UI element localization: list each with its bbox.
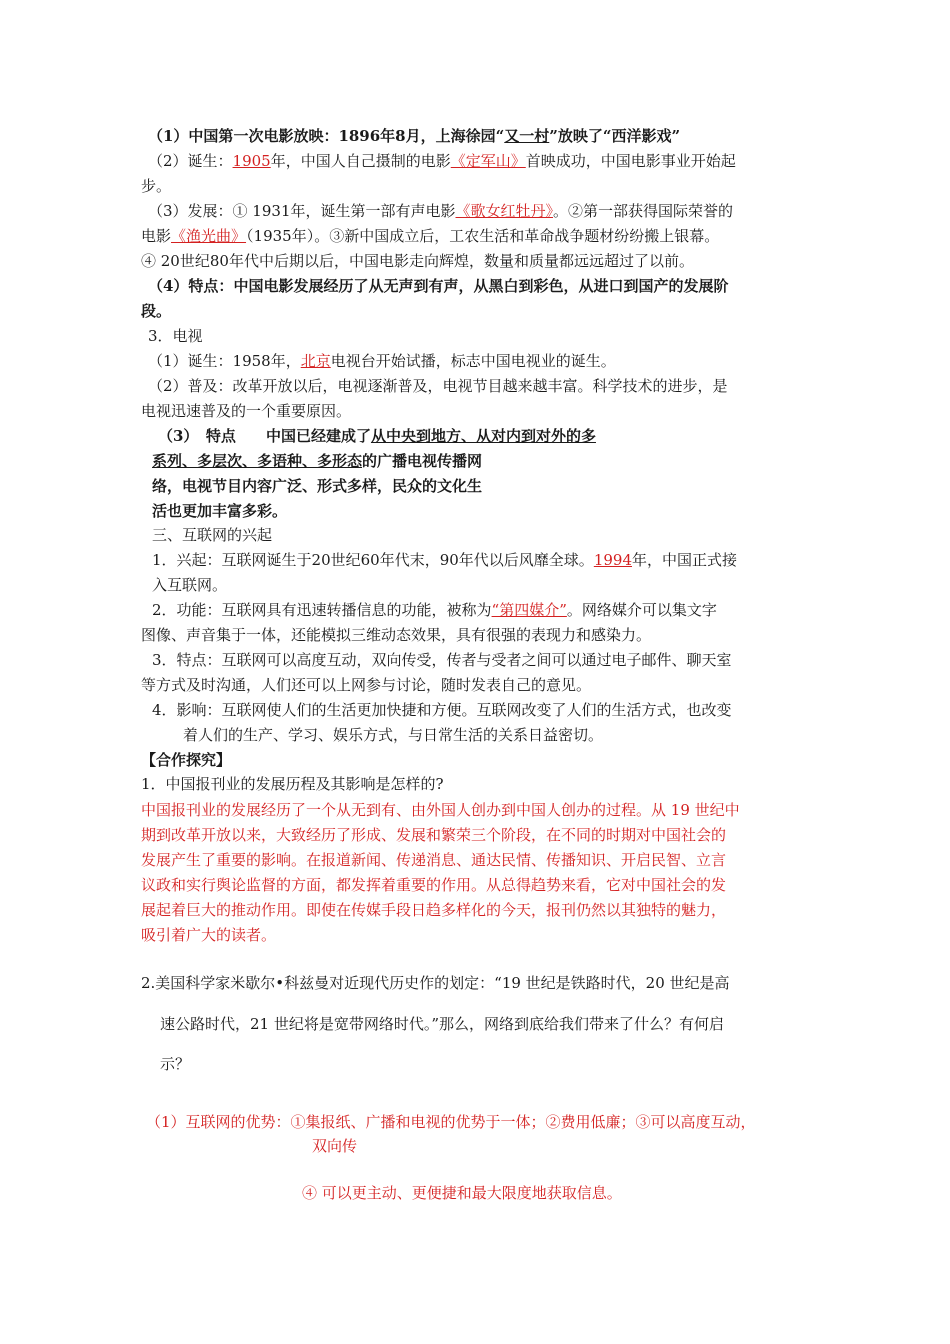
film-dingjunshan: 《定军山》 [450,152,526,170]
place-youyicun: 又一村 [504,127,550,145]
film-development-cont: 电影《渔光曲》（1935年）。③新中国成立后，工农生活和革命战争题材纷纷搬上银幕。 [141,227,720,245]
answer-1-line: 期到改革开放以来，大致经历了形成、发展和繁荣三个阶段，在不同的时期对中国社会的 [141,826,727,844]
question-2-line: 示？ [160,1055,191,1073]
internet-heading: 三、互联网的兴起 [152,526,273,544]
answer-1-line: 中国报刊业的发展经历了一个从无到有、由外国人创办到中国人创办的过程。从 19 世纪中 [141,801,740,819]
tv-birth: （1）诞生：1958年，北京电视台开始试播，标志中国电视业的诞生。 [148,352,616,370]
year-1905: 1905 [232,152,271,170]
year-1994: 1994 [593,551,632,569]
question-2-line: 速公路时代，21 世纪将是宽带网络时代。”那么，网络到底给我们带来了什么？有何启 [160,1015,725,1033]
film-feature-2-cont: 步。 [141,177,172,195]
tv-popularization-cont: 电视迅速普及的一个重要原因。 [141,402,352,420]
film-characteristics: （4）特点：中国电影发展经历了从无声到有声，从黑白到彩色，从进口到国产的发展阶 [148,277,729,295]
answer-1-line: 议政和实行舆论监督的方面，都发挥着重要的作用。从总得趋势来看，它对中国社会的发 [141,876,727,894]
film-yuguangqu: 《渔光曲》 [171,227,247,245]
question-2-line: 2.美国科学家米歇尔•科兹曼对近现代历史作的划定：“19 世纪是铁路时代，20 世纪是高 [141,974,730,992]
film-feature-2: （2）诞生：1905年，中国人自己摄制的电影《定军山》首映成功，中国电影事业开始起 [148,152,736,170]
internet-features-cont: 等方式及时沟通，人们还可以上网参与讨论，随时发表自己的意见。 [141,676,592,694]
tv-characteristics-l4: 活也更加丰富多彩。 [152,502,288,520]
answer-2-line: ④ 可以更主动、更便捷和最大限度地获取信息。 [302,1184,622,1202]
tv-characteristics-l3: 络，电视节目内容广泛、形式多样，民众的文化生 [152,477,483,495]
answer-1-line: 吸引着广大的读者。 [141,926,277,944]
question-1: 1．中国报刊业的发展历程及其影响是怎样的? [141,775,444,793]
term-fourth-media: “第四媒介” [491,601,567,619]
internet-function: 2．功能：互联网具有迅速转播信息的功能，被称为“第四媒介”。网络媒介可以集文字 [152,601,717,619]
city-beijing: 北京 [300,352,331,370]
explore-heading: 【合作探究】 [141,751,232,769]
answer-1-line: 发展产生了重要的影响。在报道新闻、传递消息、通达民情、传播知识、开启民智、立言 [141,851,727,869]
internet-function-cont: 图像、声音集于一体，还能模拟三维动态效果，具有很强的表现力和感染力。 [141,626,652,644]
internet-rise-cont: 入互联网。 [152,576,228,594]
tv-characteristics-l2: 系列、多层次、多语种、多形态的广播电视传播网 [152,452,483,470]
tv-heading: 3．电视 [148,327,203,345]
film-genu: 《歌女红牡丹》 [455,202,554,220]
tv-popularization: （2）普及：改革开放以后，电视逐渐普及，电视节目越来越丰富。科学技术的进步，是 [148,377,728,395]
film-characteristics-cont: 段。 [141,302,172,320]
film-feature-1: （1）中国第一次电影放映：1896年8月，上海徐园“又一村”放映了“西洋影戏” [148,127,681,145]
film-development: （3）发展：① 1931年，诞生第一部有声电影《歌女红牡丹》。②第一部获得国际荣誉的 [148,202,734,220]
tv-characteristics: （3） 特点 中国已经建成了从中央到地方、从对内到对外的多 [158,427,596,445]
internet-features: 3．特点：互联网可以高度互动，双向传受，传者与受者之间可以通过电子邮件、聊天室 [152,651,732,669]
answer-2-line: 双向传 [312,1137,358,1155]
internet-impact-cont: 着人们的生产、学习、娱乐方式，与日常生活的关系日益密切。 [183,726,604,744]
answer-2-line: （1）互联网的优势：①集报纸、广播和电视的优势于一体；②费用低廉；③可以高度互动， [146,1113,756,1131]
film-development-cont2: ④ 20世纪80年代中后期以后，中国电影走向辉煌，数量和质量都远远超过了以前。 [141,252,694,270]
internet-rise: 1．兴起：互联网诞生于20世纪60年代末，90年代以后风靡全球。1994年，中国正式接 [152,551,738,569]
answer-1-line: 展起着巨大的推动作用。即使在传媒手段日趋多样化的今天，报刊仍然以其独特的魅力， [141,901,727,919]
internet-impact: 4．影响：互联网使人们的生活更加快捷和方便。互联网改变了人们的生活方式，也改变 [152,701,732,719]
